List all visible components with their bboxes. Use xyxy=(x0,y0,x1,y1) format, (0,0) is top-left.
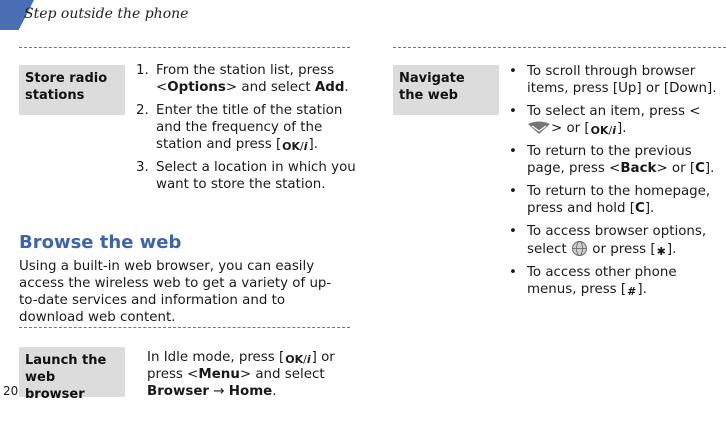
ok-info-key-icon: OK/i xyxy=(285,353,311,366)
browser-globe-icon xyxy=(571,240,588,257)
page-number: 20 xyxy=(3,384,19,398)
list-item: • To return to the homepage, press and hold [C]. xyxy=(509,184,711,216)
star-key-icon: ✱ xyxy=(656,245,666,258)
navigation-key-icon xyxy=(527,121,551,135)
step-number: 2. xyxy=(136,103,149,118)
step-text: Select a location in which you want to store the station. xyxy=(156,160,356,192)
navigate-bullets xyxy=(509,63,721,304)
list-item: • To select an item, press <> or [OK/i]. xyxy=(509,104,701,137)
step-number: 1. xyxy=(136,63,149,78)
launch-browser-label: Launch the web browser xyxy=(19,347,125,397)
step-text: Enter the title of the station and the frequency of the station and press [OK/i]. xyxy=(156,103,343,153)
header-title: Step outside the phone xyxy=(24,6,189,22)
step-number: 3. xyxy=(136,160,149,175)
divider-bottom-left xyxy=(19,327,350,328)
list-item: • To access other phone menus, press [#]. xyxy=(509,265,677,298)
list-item: • To access browser options, select or press [✱]. xyxy=(509,224,707,258)
divider-top-right xyxy=(393,47,726,48)
step-text: From the station list, press <Options> and select Add. xyxy=(156,63,349,95)
section-title: Browse the web xyxy=(19,232,182,253)
step-3 xyxy=(136,159,361,193)
browse-intro: Using a built-in web browser, you can easily access the wireless web to get a variety of up-to-date services and information and to download web content. xyxy=(19,259,332,325)
store-radio-label: Store radio stations xyxy=(19,65,125,115)
step-2 xyxy=(136,102,361,153)
store-radio-steps xyxy=(136,62,361,199)
hash-key-icon: # xyxy=(627,285,637,298)
step-1 xyxy=(136,62,361,96)
list-item: • To return to the previous page, press <Back> or [C]. xyxy=(509,144,715,176)
launch-browser-text: In Idle mode, press [OK/i] or press <Menu> and select Browser → Home. xyxy=(147,350,335,399)
divider-top-left xyxy=(19,47,350,48)
ok-info-key-icon: OK/i xyxy=(282,140,308,153)
list-item: • To scroll through browser items, press [Up] or [Down]. xyxy=(509,64,717,96)
navigate-web-label: Navigate the web xyxy=(393,65,499,115)
ok-info-key-icon: OK/i xyxy=(590,124,617,137)
